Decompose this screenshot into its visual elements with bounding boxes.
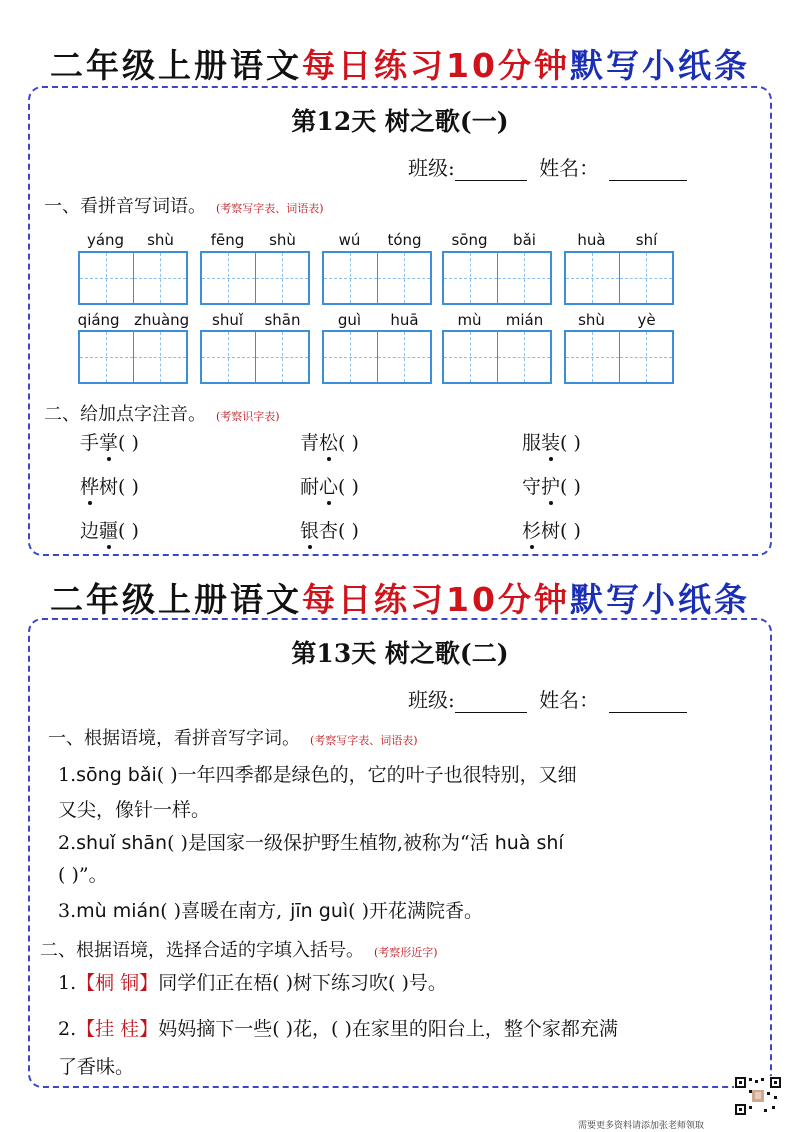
question-2-cont[interactable]: ( )”。 xyxy=(58,864,108,886)
pinyin: shù xyxy=(147,231,174,249)
question-2[interactable]: 2.shuǐ shān( )是国家一级保护野生植物,被称为“活 huà shí xyxy=(58,832,564,854)
class-blank[interactable] xyxy=(455,692,527,713)
day13-worksheet xyxy=(28,618,772,1088)
writing-grid[interactable] xyxy=(200,251,310,305)
pinyin: sōng xyxy=(451,231,488,249)
pinyin: shuǐ xyxy=(212,311,243,329)
page-title: 第13天 树之歌(二) xyxy=(291,639,509,668)
section-note: (考察写字表、词语表) xyxy=(216,202,324,215)
pinyin: zhuàng xyxy=(134,311,190,329)
section-label: 一、根据语境，看拼音写字词。 xyxy=(48,728,300,749)
pinyin: huā xyxy=(390,311,419,329)
writing-grid[interactable] xyxy=(78,251,188,305)
writing-grid[interactable] xyxy=(442,251,552,305)
banner-part3: 默写小纸条 xyxy=(569,46,750,85)
choice-question-2-cont: 了香味。 xyxy=(58,1056,135,1078)
name-blank[interactable] xyxy=(609,692,687,713)
writing-grid[interactable] xyxy=(78,330,188,384)
name-label: 姓名： xyxy=(539,688,600,712)
footer-note: 需要更多资料请添加张老师领取 xyxy=(578,1121,705,1131)
class-blank[interactable] xyxy=(455,160,527,181)
class-label: 班级: xyxy=(408,156,455,180)
writing-grid[interactable] xyxy=(200,330,310,384)
section-note: (考察形近字) xyxy=(374,946,438,959)
banner-part3: 默写小纸条 xyxy=(569,580,750,619)
section-heading xyxy=(40,936,438,962)
phonetic-item[interactable]: 边疆( ) xyxy=(80,516,139,543)
pinyin: qiáng xyxy=(77,311,120,329)
pinyin: huà xyxy=(577,231,606,249)
pinyin: guì xyxy=(337,311,362,329)
pinyin: shí xyxy=(635,231,658,249)
phonetic-item[interactable]: 银杏( ) xyxy=(300,516,359,543)
writing-grid[interactable] xyxy=(322,330,432,384)
pinyin: bǎi xyxy=(513,231,536,249)
banner-part1: 二年级上册语文 xyxy=(50,580,303,619)
page-title: 第12天 树之歌(一) xyxy=(291,107,509,136)
writing-grid[interactable] xyxy=(442,330,552,384)
pinyin: shān xyxy=(264,311,301,329)
worksheet-banner xyxy=(0,40,800,87)
section-label: 二、根据语境，选择合适的字填入括号。 xyxy=(40,940,364,961)
pinyin: yè xyxy=(637,311,656,329)
pinyin: shù xyxy=(269,231,296,249)
section-heading xyxy=(44,192,324,218)
banner-part1: 二年级上册语文 xyxy=(50,46,303,85)
pinyin: mián xyxy=(505,311,544,329)
section-heading xyxy=(48,724,418,750)
phonetic-item[interactable]: 服装( ) xyxy=(522,428,581,455)
section-label: 二、给加点字注音。 xyxy=(44,404,206,425)
choice-question-2[interactable]: 2.【挂 桂】妈妈摘下一些( )花，( )在家里的阳台上，整个家都充满 xyxy=(58,1018,618,1040)
pinyin: mù xyxy=(457,311,482,329)
question-1[interactable]: 1.sōng bǎi( )一年四季都是绿色的，它的叶子也很特别，又细 xyxy=(58,764,577,786)
section-note: (考察识字表) xyxy=(216,410,280,423)
worksheet-banner xyxy=(0,574,800,621)
qr-code-icon xyxy=(734,1076,782,1116)
question-3[interactable]: 3.mù mián( )喜暖在南方, jīn guì( )开花满院香。 xyxy=(58,900,484,922)
pinyin: fēng xyxy=(210,231,245,249)
day12-worksheet xyxy=(28,86,772,556)
phonetic-item[interactable]: 杉树( ) xyxy=(522,516,581,543)
banner-part2: 每日练习10分钟 xyxy=(302,580,570,619)
section-heading xyxy=(44,400,280,426)
class-name-line xyxy=(408,684,687,713)
phonetic-item[interactable]: 守护( ) xyxy=(522,472,581,499)
writing-grid[interactable] xyxy=(564,330,674,384)
section-note: (考察写字表、词语表) xyxy=(310,734,418,747)
choice-question-1[interactable]: 1.【桐 铜】同学们正在梧( )树下练习吹( )号。 xyxy=(58,972,447,994)
class-label: 班级: xyxy=(408,688,455,712)
writing-grid[interactable] xyxy=(322,251,432,305)
phonetic-item[interactable]: 耐心( ) xyxy=(300,472,359,499)
pinyin: shù xyxy=(578,311,605,329)
name-blank[interactable] xyxy=(609,160,687,181)
name-label: 姓名： xyxy=(539,156,600,180)
class-name-line xyxy=(408,152,687,181)
banner-part2: 每日练习10分钟 xyxy=(302,46,570,85)
pinyin: wú xyxy=(338,231,361,249)
pinyin: yáng xyxy=(86,231,125,249)
section-label: 一、看拼音写词语。 xyxy=(44,196,206,217)
pinyin: tóng xyxy=(387,231,422,249)
writing-grid[interactable] xyxy=(564,251,674,305)
phonetic-item[interactable]: 桦树( ) xyxy=(80,472,139,499)
phonetic-item[interactable]: 青松( ) xyxy=(300,428,359,455)
question-1-cont: 又尖，像针一样。 xyxy=(58,799,211,821)
phonetic-item[interactable]: 手掌( ) xyxy=(80,428,139,455)
